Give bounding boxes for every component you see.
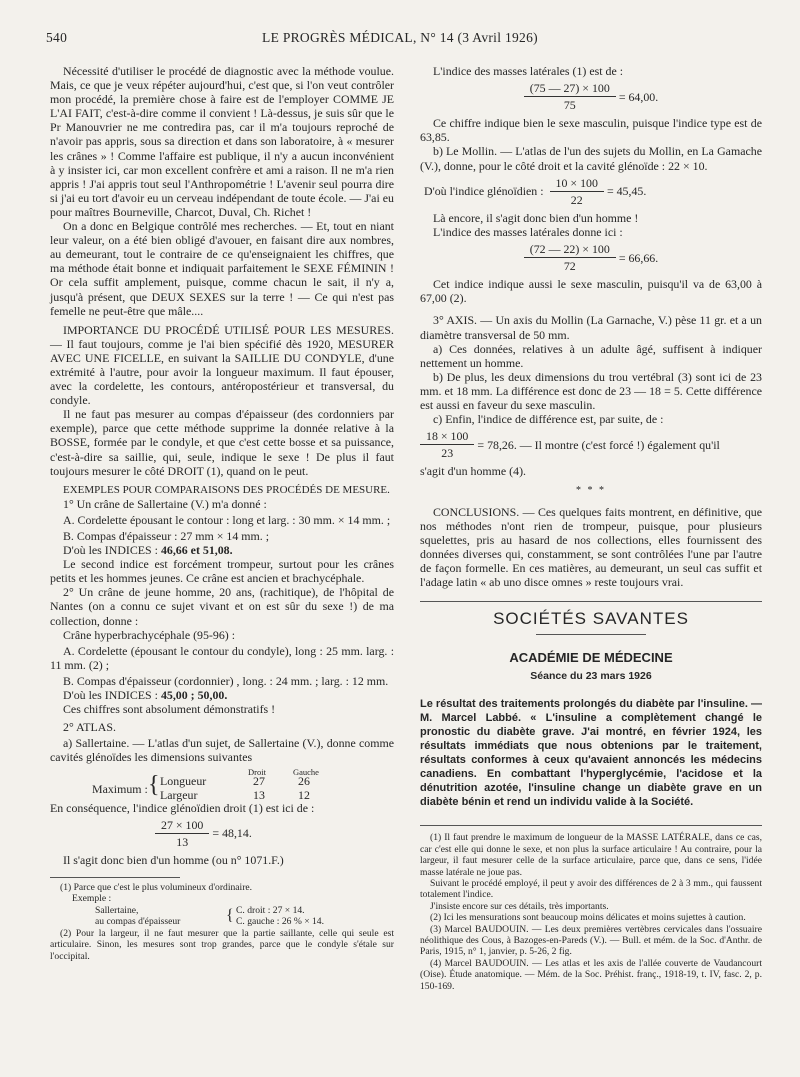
paragraph-crane-1: 1° Un crâne de Sallertaine (V.) m'a donné : — [63, 496, 267, 511]
formula-result: = 78,26. — Il montre (c'est forcé !) également qu'il — [477, 437, 720, 452]
fn-compas: au compas d'épaisseur — [95, 915, 181, 927]
academy-heading: ACADÉMIE DE MÉDECINE — [509, 650, 673, 666]
cell-larg-gauche: 12 — [298, 787, 310, 802]
footnote-rule-right — [420, 825, 762, 826]
formula-masses-1 — [420, 81, 762, 112]
journal-title: LE PROGRÈS MÉDICAL, N° 14 (3 Avril 1926) — [262, 30, 538, 45]
paragraph-sagit: s'agit d'un homme (4). — [420, 464, 526, 479]
footnote-2: (2) Pour la largeur, il ne faut mesurer que la partie saillante, celle qui seule est articulaire. Sinon, les mesures sont trop grandes, parce que le condyle s'étale sur l'occipital. — [50, 927, 394, 962]
paragraph-compas: Il ne faut pas mesurer au compas d'épaisseur (des cordonniers par exemple), parce que cette méthode supprime la donnée relative à la BOSSE, formée par le condyle, et que c'est cette bosse et sa puissance, c'est-à-dire sa saillie, qui, seule, indique le sexe ! De plus il faut toujours mesurer le côté DROIT (1), quand on le peut. — [50, 407, 394, 478]
indices-label: D'où les INDICES : — [63, 543, 161, 558]
section-stars: * * * — [576, 485, 606, 497]
formula-denominator: 22 — [570, 192, 583, 207]
row-longueur: Longueur — [160, 773, 207, 788]
formula-denominator: 72 — [563, 259, 576, 274]
measurement-table — [50, 766, 394, 802]
paragraph-encore: Là encore, il s'agit donc bien d'un homme ! — [433, 210, 639, 225]
paragraph-sallertaine: a) Sallertaine. — L'atlas d'un sujet, de Sallertaine (V.), donne comme cavités glénoïdes les dimensions suivantes — [50, 736, 394, 765]
formula-result: = 66,66. — [618, 250, 659, 265]
cell-long-droit: 27 — [253, 773, 265, 788]
formula-denominator: 13 — [176, 834, 189, 849]
paragraph-consequence: En conséquence, l'indice glénoïdien droit (1) est ici de : — [50, 800, 315, 815]
paragraph-indices-2 — [50, 688, 394, 702]
paragraph-conclusions: CONCLUSIONS. — Ces quelques faits montrent, en définitive, que nos méthodes n'ont rien de trompeur, puisque, pour plusieurs squelettes, pris au hasard de nos collections, elles fournissent des données diverses qui, constamment, se sont contrôlées l'une par l'autre de façon formelle. En ces matières, au demeurant, un seul cas suffit et l'adage latin « ab uno disce omnes » reste toujours vrai. — [420, 504, 762, 589]
paragraph-masses-2: L'indice des masses latérales donne ici : — [433, 224, 623, 239]
formula-prefix: D'où l'indice glénoïdien : — [424, 184, 544, 199]
section-atlas: 2° ATLAS. — [63, 720, 116, 735]
page-number: 540 — [46, 30, 68, 45]
section-exemples: EXEMPLES POUR COMPARAISONS DES PROCÉDÉS DE MESURE. — [63, 483, 390, 496]
indices-label-2: D'où les INDICES : — [63, 688, 161, 703]
footnotes-left — [50, 882, 394, 962]
footnotes-right — [420, 832, 762, 992]
footnote-r4: (4) Marcel BAUDOUIN. — Les atlas et les axis de l'allée couverte de Vaudancourt (Oise). Étude anatomique. — Mém. de la Soc. Préhist. franç., 1918-19, t. IV, fasc. 2, p. 150-169. — [420, 957, 762, 992]
paragraph-mollin: b) Le Mollin. — L'atlas de l'un des sujets du Mollin, en La Gamache (V.), donne, pour le côté droit et la cavité glénoïde : 22 × 10. — [420, 144, 762, 173]
paragraph-cordelette-a: A. Cordelette épousant le contour : long et larg. : 30 mm. × 14 mm. ; — [63, 512, 391, 527]
paragraph-homme: Il s'agit donc bien d'un homme (ou n° 1071.F.) — [63, 852, 284, 867]
right-column — [420, 64, 762, 992]
formula-denominator: 75 — [563, 98, 576, 113]
formula-masses-2 — [420, 242, 762, 273]
paragraph-compas-b: B. Compas d'épaisseur : 27 mm × 14 mm. ; — [63, 529, 270, 543]
formula-denominator: 23 — [441, 446, 454, 461]
footnote-r1b: Suivant le procédé employé, il peut y avoir des différences de 2 à 3 mm., qui faussent totalement l'indice. — [420, 878, 762, 901]
formula-numerator: (72 — 22) × 100 — [524, 242, 616, 258]
formula-glenoid — [50, 818, 394, 849]
fn-gauche: C. gauche : 26 % × 14. — [236, 915, 325, 927]
session-date: Séance du 23 mars 1926 — [530, 670, 652, 683]
fn-droit: C. droit : 27 × 14. — [236, 904, 305, 916]
footnote-r1: (1) Il faut prendre le maximum de longueur de la MASSE LATÉRALE, dans ce cas, car c'est elle qui donne le sexe, et non plus la surface articulaire ! Au contraire, pour la largeur, il faut mesurer celle de la surface articulaire, parce que, dans ce sens, l'idée masse latérale ne joue pas. — [420, 832, 762, 878]
paragraph-demonstratifs: Ces chiffres sont absolument démonstratifs ! — [63, 702, 276, 717]
formula-result: = 64,00. — [618, 89, 659, 104]
formula-numerator: 10 × 100 — [550, 176, 604, 192]
brace: { — [148, 771, 160, 798]
footnote-1-exemple: Exemple : — [72, 893, 112, 905]
footnote-1-table: Sallertaine, au compas d'épaisseur { C. droit : 27 × 14. C. gauche : 26 % × 14. — [95, 904, 325, 927]
footnote-rule — [50, 877, 180, 878]
paragraph-crane-2: 2° Un crâne de jeune homme, 20 ans, (rachitique), de l'hôpital de Nantes (on a connu ce sujet vivant et on est sûr du sexe !) de ma collection, donne : — [50, 585, 394, 628]
left-column — [50, 64, 394, 962]
row-largeur: Largeur — [160, 787, 198, 802]
footnote-r3: (3) Marcel BAUDOUIN. — Les deux premières vertèbres cervicales dans l'ossuaire néolithique des Cous, à Bazoges-en-Pareds (V.). — Bull. et mém. de la Soc. d'Anthr. de Paris, 1915, n° 1, janvier, p. 5-26, 2 fig. — [420, 923, 762, 958]
paragraph-cet-indice: Cet indice indique aussi le sexe masculin, puisqu'il va de 63,00 à 67,00 (2). — [420, 277, 762, 306]
footnote-r1c: J'insiste encore sur ces détails, très importants. — [430, 900, 609, 912]
indices-values-2: 45,00 ; 50,00. — [160, 688, 228, 703]
paragraph-chiffre: Ce chiffre indique bien le sexe masculin, puisque l'indice type est de 63,85. — [420, 116, 762, 145]
formula-result: = 48,14. — [212, 826, 252, 841]
fn-sallertaine: Sallertaine, — [95, 904, 139, 916]
formula-numerator: 18 × 100 — [420, 429, 474, 445]
footnote-r2: (2) Ici les mensurations sont beaucoup moins délicates et moins sujettes à caution. — [430, 912, 746, 924]
footnote-1: (1) Parce que c'est le plus volumineux d'ordinaire. — [60, 881, 253, 893]
formula-glenoid-2 — [420, 176, 762, 207]
paragraph-indices-1 — [50, 543, 394, 557]
section-heading: SOCIÉTÉS SAVANTES — [493, 609, 689, 629]
abstract-labbe: Le résultat des traitements prolongés du diabète par l'insuline. — M. Marcel Labbé. « L'insuline a complètement changé le pronostic du diabète grave. J'ai montré, en février 1924, les résultats immédiats que nous obtenions par le traitement, résultats conformes à ceux qu'avaient annoncés les médecins canadiens. En combattant l'hyperglycémie, l'acidose et la dénutrition azotée, l'insuline change un diabète grave en un diabète bénin et rend un individu valide à la Société. — [420, 698, 762, 809]
paragraph-belgique: On a donc en Belgique contrôlé mes recherches. — Et, tout en niant leur valeur, on a été bien obligé d'avouer, en faisant dire aux nombres, au demeurant, tout le contraire de ce qu'enseignaient les chiffres, que ma méthode était bonne et indiquait parfaitement le SEXE FÉMININ ! Or cela suffit amplement, puisque, comme chacun le sait, il n'y a, jusqu'à présent, que DEUX SEXES sur la terre ! — Ce qui n'est pas femelle ne peut-être que mâle.... — [50, 219, 394, 318]
indices-values: 46,66 et 51,08. — [160, 543, 233, 558]
formula-difference — [420, 429, 762, 460]
col-droit: Droit — [248, 766, 266, 777]
formula-result: = 45,45. — [606, 184, 647, 199]
cell-long-gauche: 26 — [298, 773, 310, 788]
paragraph-compas-2: B. Compas d'épaisseur (cordonnier) , long. : 24 mm. ; larg. : 12 mm. — [63, 673, 389, 688]
paragraph-axis-b: b) De plus, les deux dimensions du trou vertébral (3) sont ici de 23 mm. et 18 mm. La différence est donc de 23 — 18 = 5. Cette différence est aussi en faveur du sexe masculin. — [420, 369, 762, 412]
paragraph-axis: 3° AXIS. — Un axis du Mollin (La Garnache, V.) pèse 11 gr. et a un diamètre transversal de 50 mm. — [420, 313, 762, 342]
section-rule-top — [420, 601, 762, 602]
formula-numerator: 27 × 100 — [155, 818, 209, 834]
paragraph-hyperbrachy: Crâne hyperbrachycéphale (95-96) : — [63, 627, 236, 642]
running-header — [46, 30, 754, 48]
paragraph-methode: Nécessité d'utiliser le procédé de diagnostic avec la méthode voulue. Mais, ce que je veux répéter aujourd'hui, c'est que, si l'on veut contrôler mon procédé, la première chose à faire est de l'employer COMME JE L'AI FAIT, c'est-à-dire comme il convient ! Là-dessus, je suis sûr que le Pr Manouvrier ne me contredira pas, car il m'a toujours reproché de n'avoir pas appris, sous sa direction et dans son laboratoire, à « mesurer les crânes » ! Comme l'affaire est publique, il n'y a aucun inconvénient à y insister ici, car mon excellent confrère et ami a raison. Il ne m'a rien appris ! J'ai appris tout seul l'Anthropométrie ! L'avenir seul pourra dire si j'ai eu tort d'avoir eu un cerveau indépendant de toute école. — J'ai eu pour maîtres Bourneville, Charcot, Duval, Ch. Richet ! — [50, 64, 394, 219]
paragraph-importance: IMPORTANCE DU PROCÉDÉ UTILISÉ POUR LES MESURES. — Il faut toujours, comme je l'ai bien spécifié dès 1920, MESURER AVEC UNE FICELLE, en suivant la SAILLIE DU CONDYLE, d'une extrémité à l'autre, pour avoir la longueur maximum. Il faut épouser, avec la cordelette, les contours, antéropostérieur et transversal, du condyle. — [50, 322, 394, 408]
section-rule-short — [536, 634, 646, 635]
paragraph-axis-c: c) Enfin, l'indice de différence est, par suite, de : — [433, 412, 664, 427]
paragraph-axis-a: a) Ces données, relatives à un adulte âgé, suffisent à indiquer nettement un homme. — [420, 341, 762, 370]
paragraph-cordelette-2: A. Cordelette (épousant le contour du condyle), long : 25 mm. larg. : 11 mm. (2) ; — [50, 643, 394, 672]
paragraph-masses: L'indice des masses latérales (1) est de : — [433, 64, 624, 78]
col-gauche: Gauche — [293, 766, 319, 777]
formula-numerator: (75 — 27) × 100 — [524, 81, 616, 97]
paragraph-second-indice: Le second indice est forcément trompeur, surtout pour les crânes petits et les hommes jeunes. Ce crâne est ancien et brachycéphale. — [50, 557, 394, 586]
maximum-label: Maximum : — [92, 781, 148, 796]
cell-larg-droit: 13 — [253, 787, 265, 802]
